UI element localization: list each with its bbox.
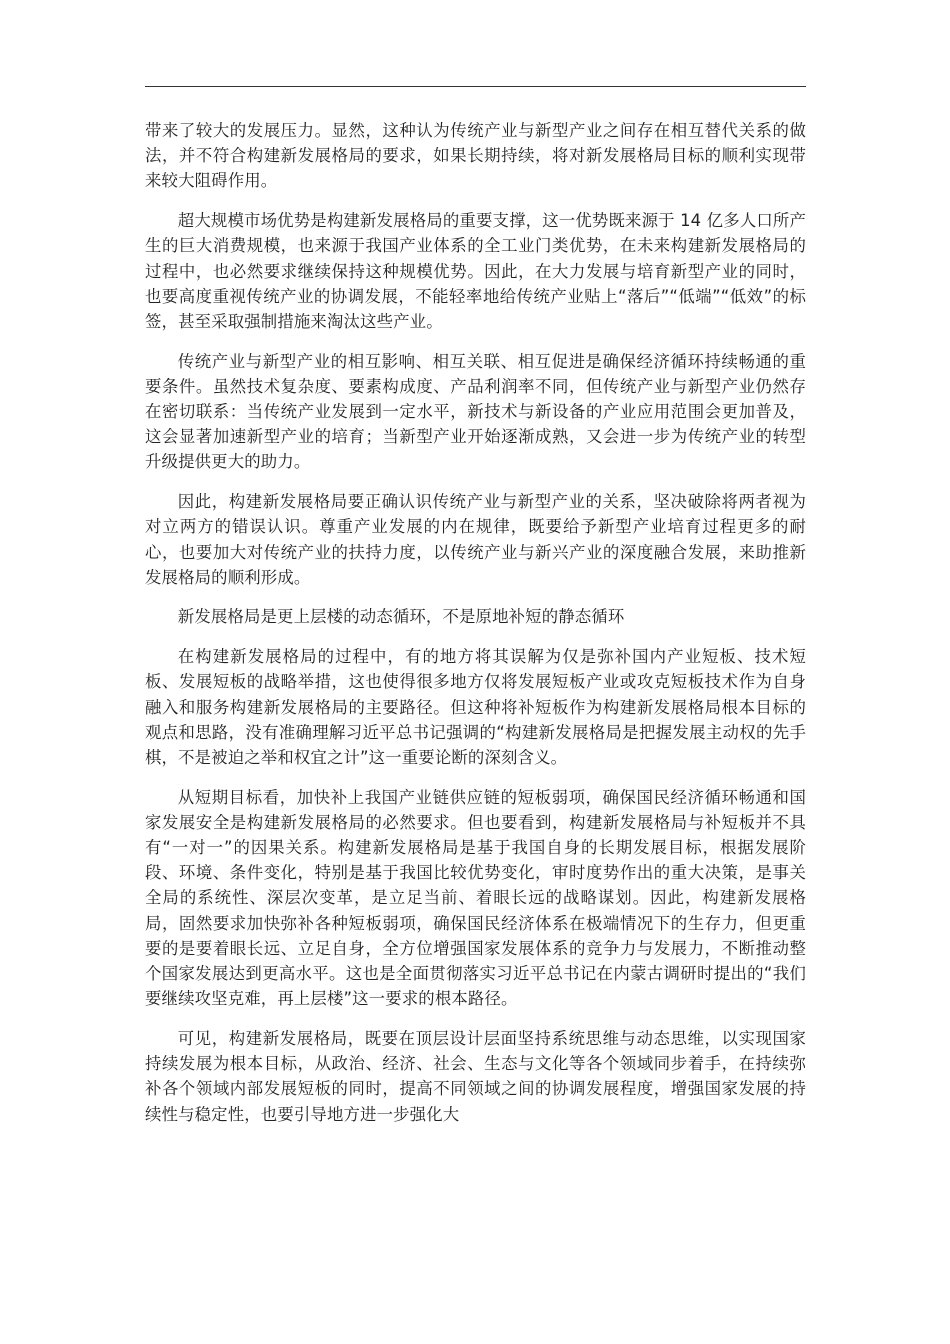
paragraph: 在构建新发展格局的过程中，有的地方将其误解为仅是弥补国内产业短板、技术短板、发展短板的战略举措，这也使得很多地方仅将发展短板产业或攻克短板技术作为自身融入和服务构建新发展格局的主要路径。但这种将补短板作为构建新发展格局根本目标的观点和思路，没有准确理解习近平总书记强调的“构建新发展格局是把握发展主动权的先手棋，不是被迫之举和权宜之计”这一重要论断的深刻含义。 — [145, 647, 806, 767]
paragraph: 因此，构建新发展格局要正确认识传统产业与新型产业的关系，坚决破除将两者视为对立两方的错误认识。尊重产业发展的内在规律，既要给予新型产业培育过程更多的耐心，也要加大对传统产业的扶持力度，以传统产业与新兴产业的深度融合发展，来助推新发展格局的顺利形成。 — [145, 492, 806, 587]
document-body — [145, 118, 806, 1141]
paragraph-continuation: 带来了较大的发展压力。显然，这种认为传统产业与新型产业之间存在相互替代关系的做法，并不符合构建新发展格局的要求，如果长期持续，将对新发展格局目标的顺利实现带来较大阻碍作用。 — [145, 121, 806, 191]
header-rule — [145, 86, 806, 87]
paragraph: 可见，构建新发展格局，既要在顶层设计层面坚持系统思维与动态思维，以实现国家持续发展为根本目标，从政治、经济、社会、生态与文化等各个领域同步着手，在持续弥补各个领域内部发展短板的同时，提高不同领域之间的协调发展程度，增强国家发展的持续性与稳定性，也要引导地方进一步强化大 — [145, 1029, 806, 1124]
paragraph: 从短期目标看，加快补上我国产业链供应链的短板弱项，确保国民经济循环畅通和国家发展安全是构建新发展格局的必然要求。但也要看到，构建新发展格局与补短板并不具有“一对一”的因果关系。构建新发展格局是基于我国自身的长期发展目标，根据发展阶段、环境、条件变化，特别是基于我国比较优势变化，审时度势作出的重大决策，是事关全局的系统性、深层次变革，是立足当前、着眼长远的战略谋划。因此，构建新发展格局，固然要求加快弥补各种短板弱项，确保国民经济体系在极端情况下的生存力，但更重要的是要着眼长远、立足自身，全方位增强国家发展体系的竞争力与发展力，不断推动整个国家发展达到更高水平。这也是全面贯彻落实习近平总书记在内蒙古调研时提出的“我们要继续攻坚克难，再上层楼”这一要求的根本路径。 — [145, 787, 806, 1009]
section-heading: 新发展格局是更上层楼的动态循环，不是原地补短的静态循环 — [177, 607, 625, 627]
paragraph: 超大规模市场优势是构建新发展格局的重要支撑，这一优势既来源于 14 亿多人口所产生的巨大消费规模，也来源于我国产业体系的全工业门类优势，在未来构建新发展格局的过程中，也必然要求继续保持这种规模优势。因此，在大力发展与培育新型产业的同时，也要高度重视传统产业的协调发展，不能轻率地给传统产业贴上“落后”“低端”“低效”的标签，甚至采取强制措施来淘汰这些产业。 — [145, 211, 806, 331]
paragraph: 传统产业与新型产业的相互影响、相互关联、相互促进是确保经济循环持续畅通的重要条件。虽然技术复杂度、要素构成度、产品利润率不同，但传统产业与新型产业仍然存在密切联系：当传统产业发展到一定水平，新技术与新设备的产业应用范围会更加普及，这会显著加速新型产业的培育；当新型产业开始逐渐成熟，又会进一步为传统产业的转型升级提供更大的助力。 — [145, 351, 806, 472]
